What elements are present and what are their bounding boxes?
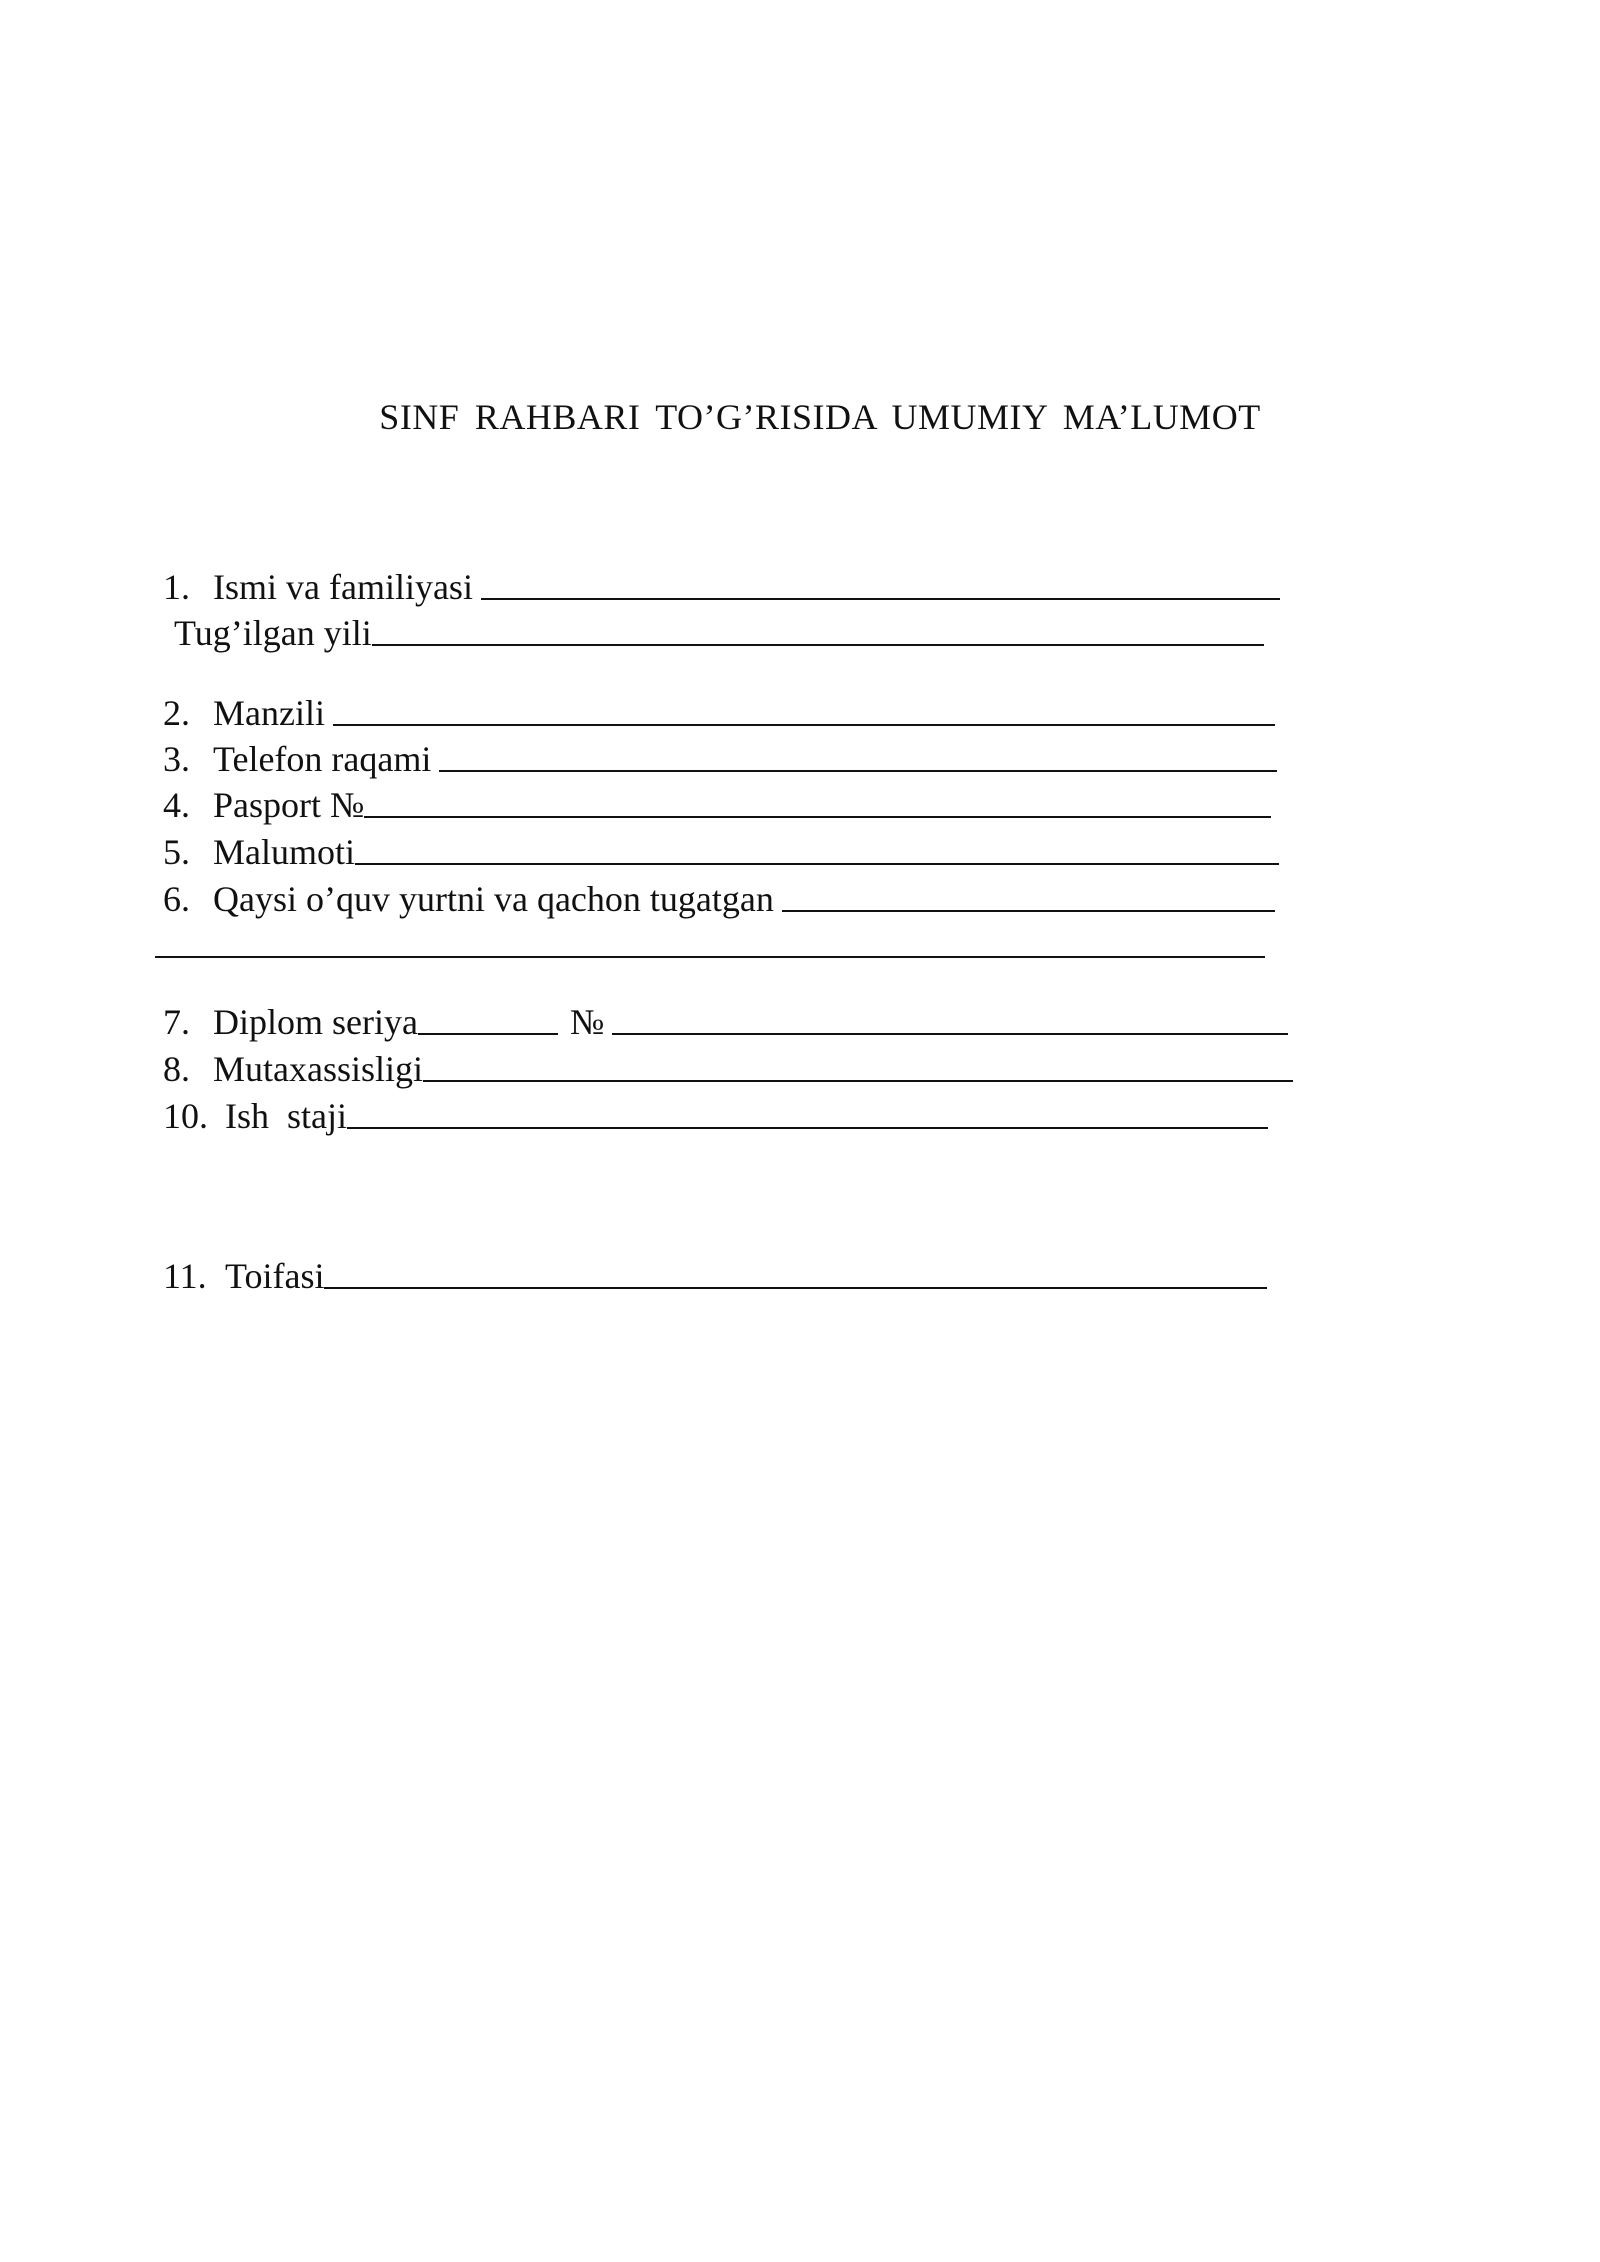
birth-year-blank-line[interactable] [372,643,1264,646]
education-blank-line[interactable] [355,862,1279,865]
name-field [163,558,1280,608]
address-blank-line[interactable] [333,723,1275,726]
experience-field [163,1087,1268,1137]
field-label: Ismi va familiyasi [213,567,473,607]
category-field [163,1247,1267,1297]
passport-field [163,776,1271,826]
field-number: 1. [163,567,190,607]
field-label: Manzili [213,693,325,733]
graduated-blank-line[interactable] [782,909,1275,912]
education-field [163,823,1279,873]
experience-blank-line[interactable] [347,1126,1268,1129]
field-number: 8. [163,1049,190,1089]
category-blank-line[interactable] [324,1286,1267,1289]
phone-field [163,730,1277,780]
specialty-blank-line[interactable] [423,1079,1293,1082]
birth-year-field [174,604,1264,654]
field-label: Telefon raqami [213,739,432,779]
field-label: Tug’ilgan yili [174,613,372,653]
diploma-number-sign: № [569,1002,605,1042]
field-number: 6. [163,879,190,919]
field-number: 5. [163,832,190,872]
specialty-field [163,1040,1293,1090]
diploma-series-blank-line[interactable] [418,1032,558,1035]
field-number: 7. [163,1002,190,1042]
graduated-field [163,870,1275,920]
field-number: 2. [163,693,190,733]
field-number: 4. [163,785,190,825]
field-label: Malumoti [213,832,355,872]
diploma-number-blank-line[interactable] [612,1032,1288,1035]
diploma-field [163,993,1288,1043]
field-label: Mutaxassisligi [213,1049,424,1089]
field-label: Toifasi [225,1256,325,1296]
field-label: Ish staji [225,1096,347,1136]
passport-blank-line[interactable] [364,815,1271,818]
name-blank-line[interactable] [481,597,1280,600]
field-number: 3. [163,739,190,779]
field-label: Pasport № [213,785,365,825]
address-field [163,684,1275,734]
field-label: Qaysi o’quv yurtni va qachon tugatgan [213,879,774,919]
document-title: SINF RAHBARI TO’G’RISIDA UMUMIY MA’LUMOT [379,397,1261,437]
field-label: Diplom seriya [213,1002,418,1042]
field-number: 11. [163,1256,207,1296]
graduated-continuation-line[interactable] [155,956,1265,958]
phone-blank-line[interactable] [439,769,1277,772]
field-number: 10. [163,1096,208,1136]
